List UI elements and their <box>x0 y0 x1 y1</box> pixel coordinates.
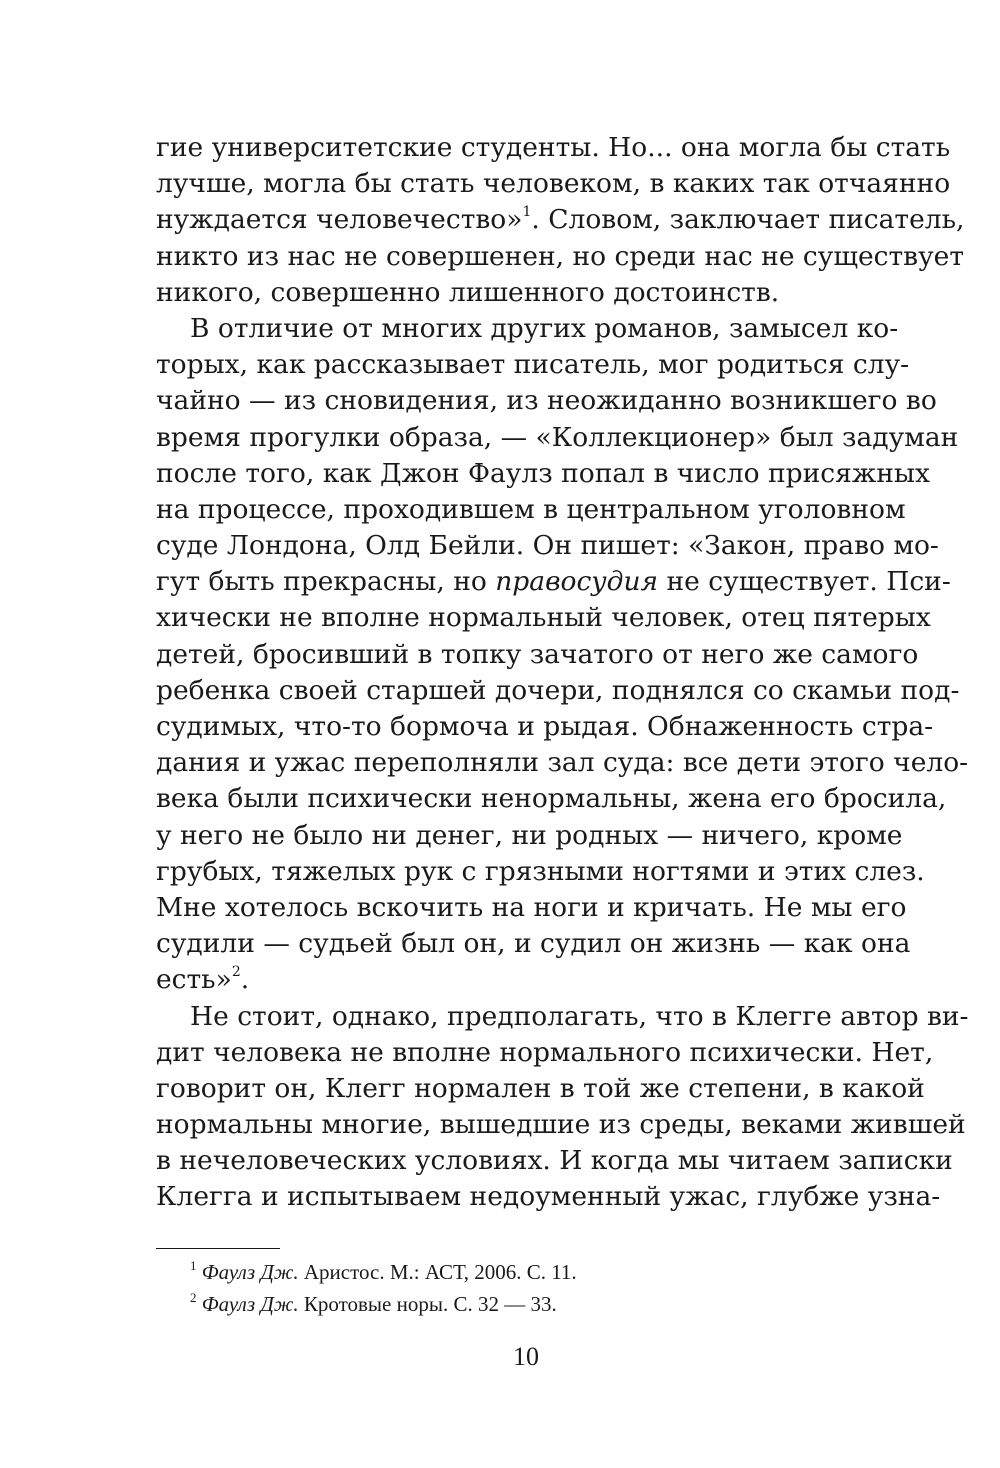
text-line: нуждается человечество»$^1$. Словом, заключает писатель, <box>156 204 965 236</box>
text-line: Клегга и испытываем недоуменный ужас, глубже узна- <box>156 1181 941 1213</box>
text-line: Мне хотелось вскочить на ноги и кричать. Не мы его <box>156 891 907 923</box>
text-line: гие университетские студенты. Но... она могла бы стать <box>156 132 951 163</box>
text-line: хически не вполне нормальный человек, отец пятерых <box>156 602 931 634</box>
text-line: дит человека не вполне нормального психически. Нет, <box>156 1036 934 1068</box>
text-line: грубых, тяжелых рук с грязными ногтями и этих слез. <box>156 855 925 887</box>
paragraph-first-line: В отличие от многих других романов, замысел ко- <box>190 312 899 344</box>
footnote-divider <box>156 1248 280 1249</box>
text-line: судили — судьей был он, и судил он жизнь — как она <box>156 928 911 960</box>
text-line: суде Лондона, Олд Бейли. Он пишет: «Закон, право мо- <box>156 530 939 562</box>
text-line: лучше, могла бы стать человеком, в каких так отчаянно <box>156 168 951 200</box>
footnote-1: $^1$ Фаулз Дж. Аристос. М.: АСТ, 2006. С. 11. <box>190 1258 577 1284</box>
text-line: торых, как рассказывает писатель, мог родиться слу- <box>156 349 910 381</box>
text-line: никого, совершенно лишенного достоинств. <box>156 276 780 308</box>
footnote-ref-1[interactable]: 1 <box>522 204 532 221</box>
text-line: века были психически ненормальны, жена его бросила, <box>156 783 947 815</box>
text-line: после того, как Джон Фаулз попал в число присяжных <box>156 457 930 489</box>
text-line: ребенка своей старшей дочери, поднялся со скамьи под- <box>156 674 960 706</box>
footnote-author: Фаулз Дж. <box>201 1260 299 1284</box>
text-line: время прогулки образа, — «Коллекционер» был задуман <box>156 421 959 453</box>
body-text <box>156 130 969 1216</box>
text-line: дания и ужас переполняли зал суда: все дети этого чело- <box>156 747 969 779</box>
page-number: 10 <box>513 1342 539 1371</box>
footnote-2: $^2$ Фаулз Дж. Кротовые норы. С. 32 — 33. <box>190 1290 557 1316</box>
text-line: судимых, что-то бормоча и рыдая. Обнаженность стра- <box>156 711 934 742</box>
text-line: чайно — из сновидения, из неожиданно возникшего во <box>156 385 937 417</box>
text-line: на процессе, проходившем в центральном уголовном <box>156 493 906 525</box>
footnote-ref-2[interactable]: 2 <box>231 964 241 981</box>
emphasis: правосудия <box>495 566 659 598</box>
text-line: говорит он, Клегг нормален в той же степени, в какой <box>156 1072 925 1104</box>
footnotes <box>190 1256 890 1320</box>
text-line: есть»$^2$. <box>156 964 250 996</box>
text-line: у него не было ни денег, ни родных — ничего, кроме <box>156 819 903 851</box>
text-line: гут быть прекрасны, но правосудия не существует. Пси- <box>156 566 951 598</box>
paragraph-first-line: Не стоит, однако, предполагать, что в Клегге автор ви- <box>190 1000 969 1032</box>
footnote-author: Фаулз Дж. <box>201 1292 299 1316</box>
text-line: никто из нас не совершенен, но среди нас не существует <box>156 240 965 272</box>
text-line: в нечеловеческих условиях. И когда мы читаем записки <box>156 1145 953 1177</box>
text-line: детей, бросивший в топку зачатого от него же самого <box>156 638 919 670</box>
text-line: нормальны многие, вышедшие из среды, веками жившей <box>156 1109 966 1141</box>
